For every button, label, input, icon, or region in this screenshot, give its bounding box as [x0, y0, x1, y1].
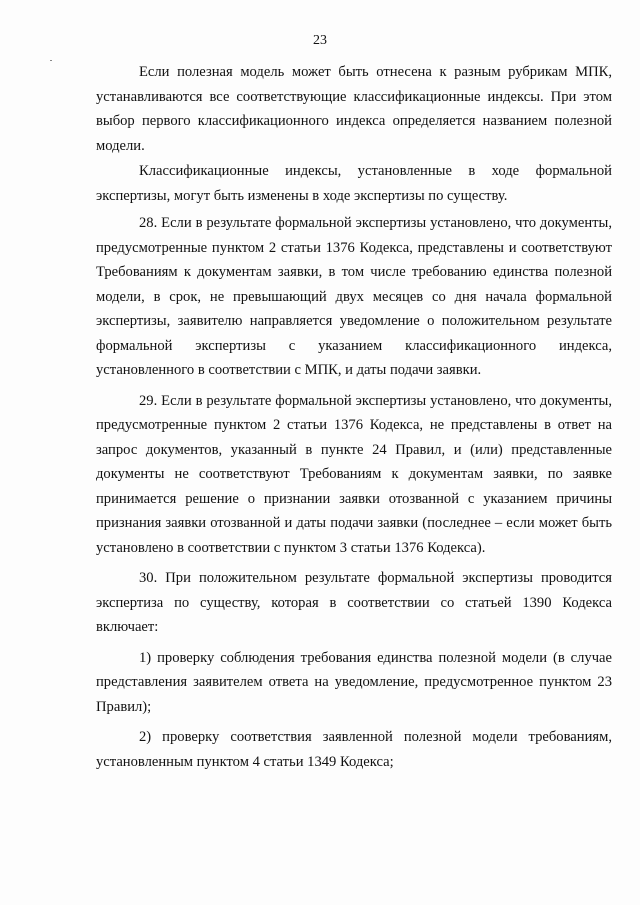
paragraph-28: 28. Если в результате формальной экспертизы установлено, что документы, предусмотренные пунктом 2 статьи 1376 Кодекса, представлены и соответствуют Требованиям к документам заявки, в том числе требованию единства полезной модели, в срок, не превышающий двух месяцев со дня начала формальной экспертизы, заявителю направляется уведомление о положительном результате формальной экспертизы с указанием классификационного индекса, установленного в соответствии с МПК, и даты подачи заявки.: [96, 215, 612, 378]
list-item-2: 2) проверку соответствия заявленной полезной модели требованиям, установленным пунктом 4 статьи 1349 Кодекса;: [96, 729, 612, 770]
document-body: [96, 60, 612, 775]
page-number: 23: [313, 33, 327, 48]
paragraph-30: 30. При положительном результате формальной экспертизы проводится экспертиза по существу, которая в соответствии со статьей 1390 Кодекса включает:: [96, 570, 612, 635]
paragraph-mpk-indexes: Если полезная модель может быть отнесена к разным рубрикам МПК, устанавливаются все соответствующие классификационные индексы. При этом выбор первого классификационного индекса определяется названием полезной модели.: [96, 64, 612, 154]
paragraph-29: 29. Если в результате формальной экспертизы установлено, что документы, предусмотренные пунктом 2 статьи 1376 Кодекса, не представлены в ответ на запрос документов, указанный в пункте 24 Правил, и (или) представленные документы не соответствуют Требованиям к документам заявки, по заявке принимается решение о признании заявки отозванной с указанием причины признания заявки отозванной и даты подачи заявки (последнее – если может быть установлено в соответствии с пунктом 3 статьи 1376 Кодекса).: [96, 392, 612, 556]
list-item-1: 1) проверку соблюдения требования единства полезной модели (в случае представления заявителем ответа на уведомление, предусмотренное пунктом 23 Правил);: [96, 649, 612, 715]
scan-speck: [50, 60, 52, 61]
paragraph-indexes-change: Классификационные индексы, установленные в ходе формальной экспертизы, могут быть изменены в ходе экспертизы по существу.: [96, 163, 612, 204]
